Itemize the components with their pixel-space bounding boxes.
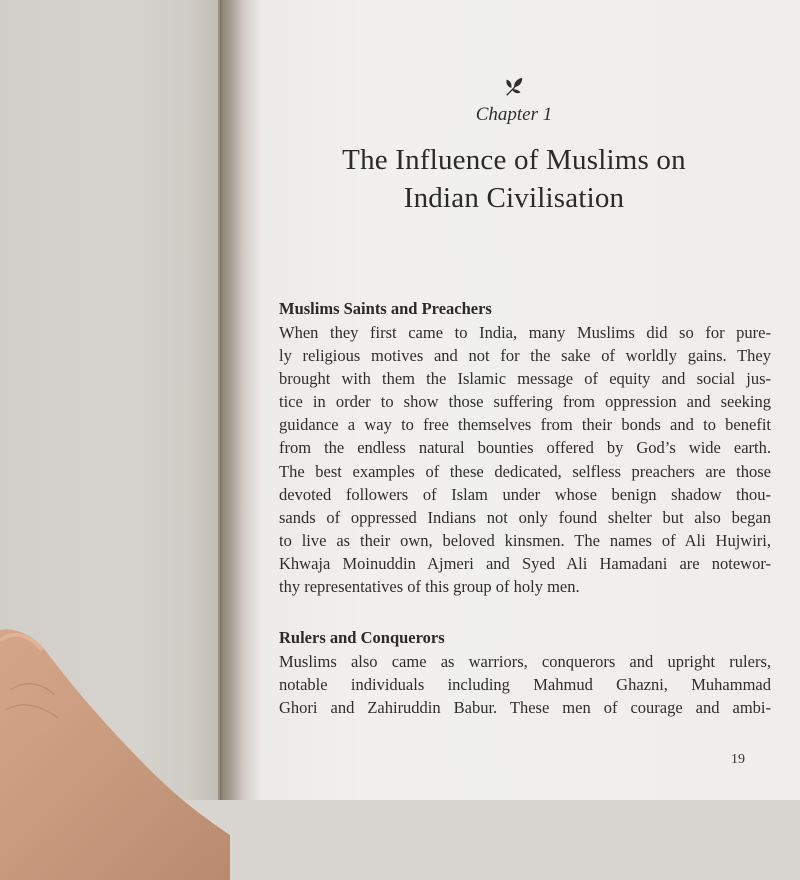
page-number: 19: [731, 752, 745, 767]
section-heading: Rulers and Conquerors: [279, 628, 445, 647]
text-line: thy representatives of this group of holy men.: [279, 577, 580, 597]
chapter-title-line: The Influence of Muslims on: [342, 144, 686, 176]
text-line: to live as their own, beloved kinsmen. The names of Ali Hujwiri,: [279, 530, 771, 550]
paragraph: [279, 650, 771, 719]
leaf-sprig-icon: [503, 76, 525, 98]
section-heading: Muslims Saints and Preachers: [279, 299, 492, 318]
text-line: brought with them the Islamic message of equity and social jus-: [279, 369, 771, 389]
chapter-title: [279, 141, 749, 217]
chapter-title-line: Indian Civilisation: [403, 182, 625, 214]
text-line: guidance a way to free themselves from their bonds and to benefit: [279, 415, 771, 435]
text-line: Khwaja Moinuddin Ajmeri and Syed Ali Hamadani are notewor-: [279, 553, 771, 573]
text-line: Muslims also came as warriors, conquerors and upright rulers,: [279, 652, 771, 671]
page-content: [279, 0, 771, 800]
chapter-label: Chapter 1: [475, 104, 553, 125]
text-line: from the endless natural bounties offered by God’s wide earth.: [279, 438, 771, 458]
text-line: The best examples of these dedicated, selfless preachers are those: [279, 461, 771, 481]
text-line: sands of oppressed Indians not only found shelter but also began: [279, 507, 771, 527]
text-line: devoted followers of Islam under whose benign shadow thou-: [279, 484, 771, 504]
text-line: ly religious motives and not for the sake of worldly gains. They: [279, 346, 771, 366]
text-line: Ghori and Zahiruddin Babur. These men of courage and ambi-: [279, 698, 771, 718]
text-line: tice in order to show those suffering from oppression and seeking: [279, 392, 771, 412]
text-line: notable individuals including Mahmud Ghazni, Muhammad: [279, 675, 771, 695]
text-line: When they first came to India, many Muslims did so for pure-: [279, 323, 771, 342]
thumb-photo: [0, 620, 230, 880]
paragraph: [279, 321, 771, 598]
